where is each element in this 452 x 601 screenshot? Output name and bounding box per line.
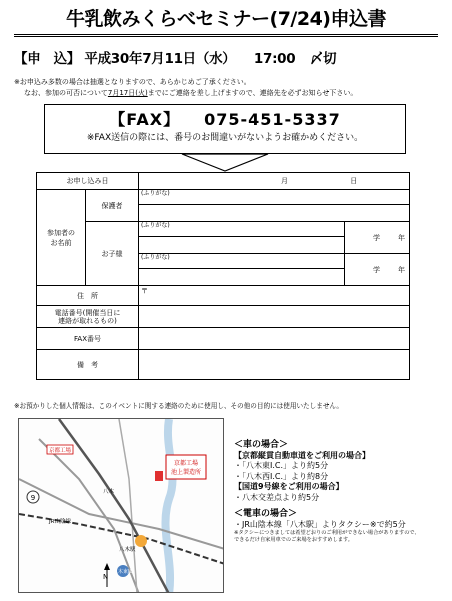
fax-note: ※FAX送信の際には、番号のお間違いがないようお確かめください。	[86, 133, 364, 143]
venue-label-1: 京都工場	[173, 460, 199, 467]
route9-heading: 【国道9号線をご利用の場合】	[234, 482, 344, 491]
form-title: 牛乳飲みくらべセミナー(7/24)申込書	[14, 4, 438, 37]
route9-label: 9	[30, 494, 36, 502]
postal-mark: 〒	[141, 287, 148, 295]
date-field[interactable]	[139, 173, 410, 190]
expressway-heading: 【京都縦貫自動車道をご利用の場合】	[234, 450, 370, 460]
expressway-route-2: ・「八木西I.C.」より約8分	[234, 471, 329, 481]
yagi-label: 八木	[103, 489, 115, 495]
route9-route-1: ・八木交差点より約5分	[234, 492, 320, 502]
fax-number-label: FAX番号	[37, 328, 139, 350]
venue-label-2: 池上製造所	[170, 469, 202, 476]
ic-label: 八木東IC	[113, 569, 133, 575]
fax-line	[45, 109, 405, 131]
car-heading: ＜車の場合＞	[234, 440, 289, 450]
address-label: 住 所	[37, 286, 139, 306]
contact-note-date: 7月17日(火)	[107, 89, 148, 97]
address-field[interactable]	[139, 286, 410, 306]
child1-furigana: (ふりがな)	[139, 222, 345, 237]
taxi-note-1: ※タクシーにつきましては希望どおりのご利用ができない場合がありますので、	[234, 530, 420, 536]
lottery-note: ※お申込み多数の場合は抽選となりますので、あらかじめご了承ください。	[14, 78, 251, 86]
contact-note-prefix: なお、参加の可否について	[24, 89, 108, 97]
taxi-note-2: できるだけ自家用車でのご来場をおすすめします。	[234, 537, 353, 543]
child1-name-field[interactable]	[139, 237, 345, 254]
station-label: 八木駅	[119, 547, 136, 553]
deadline-end: 〆切	[309, 51, 337, 67]
child2-furigana: (ふりがな)	[139, 254, 345, 269]
fax-label: 【FAX】	[109, 110, 181, 129]
down-arrow-icon	[180, 153, 270, 173]
guardian-label: 保護者	[86, 190, 139, 222]
remarks-field[interactable]	[139, 350, 410, 380]
child2-grade[interactable]: 学 年	[345, 254, 410, 286]
participants-label: 参加者の お名前	[37, 190, 86, 286]
train-heading: ＜電車の場合＞	[234, 509, 298, 519]
expressway-route-1: ・「八木東I.C.」より約5分	[234, 461, 329, 470]
access-info	[234, 438, 448, 544]
fax-number: 075-451-5337	[204, 110, 341, 129]
deadline-date: 平成30年7月11日（水）	[84, 51, 236, 67]
remarks-label: 備 考	[37, 350, 139, 380]
access-map	[18, 418, 224, 593]
phone-label: 電話番号(開催当日に 連絡が取れるもの)	[37, 306, 139, 328]
privacy-note: ※お預かりした個人情報は、このイベントに関する連絡のために使用し、その他の目的には使用いたしません。	[14, 402, 344, 410]
guardian-name-field[interactable]	[139, 205, 410, 222]
north-label: N	[103, 573, 109, 581]
application-form	[36, 172, 410, 380]
deadline-label: 【申 込】	[14, 51, 80, 67]
child-label: お子様	[86, 222, 139, 286]
guardian-furigana: (ふりがな)	[139, 190, 410, 205]
child2-name-field[interactable]	[139, 269, 345, 286]
contact-note	[24, 89, 357, 98]
jr-label: JR山陰線	[49, 519, 71, 525]
kyoto-plant-label: 京都工場	[48, 448, 72, 454]
train-route-1: ・JR山陰本線「八木駅」よりタクシー※で約5分	[234, 519, 406, 529]
fax-number-field[interactable]	[139, 328, 410, 350]
contact-note-suffix: までにご連絡を差し上げますので、連絡先を必ずお知らせ下さい。	[147, 89, 358, 97]
date-month: 月	[281, 177, 288, 185]
fax-box	[44, 104, 406, 154]
date-day: 日	[350, 177, 358, 185]
phone-field[interactable]	[139, 306, 410, 328]
deadline-time: 17:00	[253, 51, 296, 67]
form-row-date	[37, 173, 410, 190]
deadline-line	[14, 50, 444, 68]
child1-grade[interactable]: 学 年	[345, 222, 410, 254]
date-label: お申し込み日	[37, 173, 139, 190]
map-graphic	[19, 419, 224, 593]
